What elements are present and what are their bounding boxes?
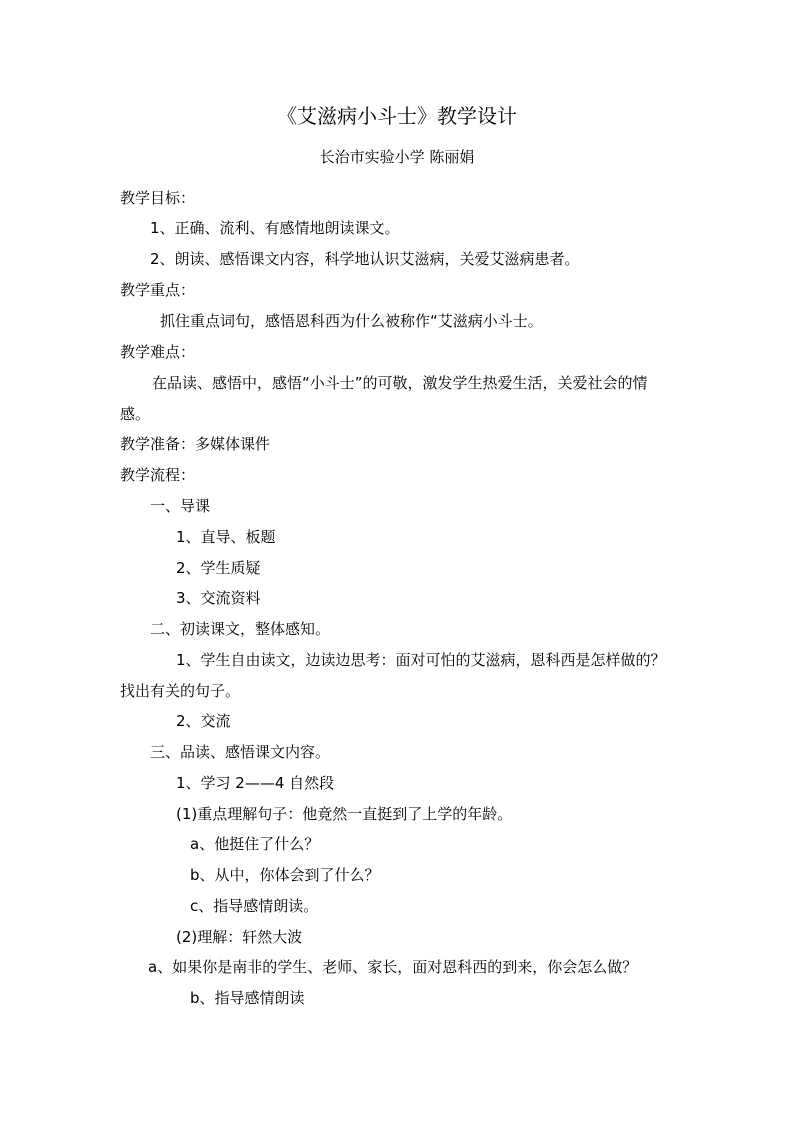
difficulty-text: 在品读、感悟中，感悟“小斗士”的可敬，激发学生热爱生活，关爱社会的情: [152, 374, 648, 392]
process-question-item: b、指导感情朗读: [190, 989, 305, 1007]
process-step-heading: 二、初读课文，整体感知。: [150, 620, 331, 638]
process-question-item: a、如果你是南非的学生、老师、家长，面对恩科西的到来，你会怎么做？: [148, 958, 638, 976]
process-detail-item: (1)重点理解句子：他竟然一直挺到了上学的年龄。: [176, 805, 513, 823]
key-point-text: 抓住重点词句，感悟恩科西为什么被称作“艾滋病小斗士。: [160, 312, 543, 330]
section-heading-goals: 教学目标：: [120, 189, 196, 207]
process-question-item: b、从中，你体会到了什么？: [190, 866, 380, 884]
process-sub-item: 1、学生自由读文，边读边思考：面对可怕的艾滋病，恩科西是怎样做的？: [176, 651, 666, 669]
process-step-heading: 一、导课: [150, 497, 211, 515]
process-sub-item: 1、学习 2——4 自然段: [176, 774, 335, 792]
process-question-item: c、指导感情朗读。: [190, 897, 319, 915]
process-step-heading: 三、品读、感悟课文内容。: [150, 743, 331, 761]
goal-item: 2、朗读、感悟课文内容，科学地认识艾滋病，关爱艾滋病患者。: [150, 250, 580, 268]
difficulty-text-continued: 感。: [120, 405, 151, 423]
process-detail-item: (2)理解：轩然大波: [176, 928, 303, 946]
section-heading-process: 教学流程：: [120, 466, 196, 484]
process-sub-item: 2、交流: [176, 712, 231, 730]
goal-item: 1、正确、流利、有感情地朗读课文。: [150, 219, 400, 237]
section-heading-key-points: 教学重点：: [120, 281, 196, 299]
process-sub-item: 2、学生质疑: [176, 559, 261, 577]
section-heading-preparation: 教学准备：多媒体课件: [120, 435, 271, 453]
document-author: 长治市实验小学 陈丽娟: [319, 148, 475, 166]
document-title: 《艾滋病小斗士》教学设计: [277, 104, 517, 128]
process-sub-item: 1、直导、板题: [176, 528, 276, 546]
process-sub-item: 3、交流资料: [176, 589, 261, 607]
process-question-item: a、他挺住了什么？: [190, 835, 320, 853]
process-sub-item-continued: 找出有关的句子。: [120, 682, 241, 700]
section-heading-difficulties: 教学难点：: [120, 343, 196, 361]
